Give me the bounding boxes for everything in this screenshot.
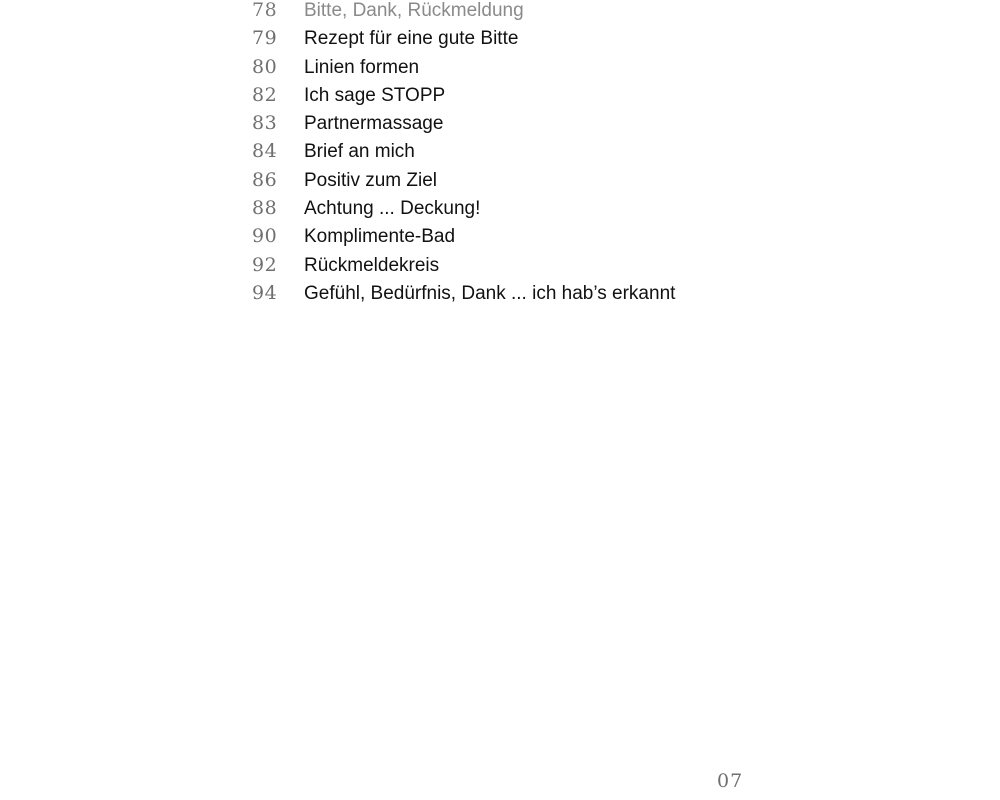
toc-entry-title: Rückmeldekreis [304, 254, 440, 276]
toc-entry-title: Gefühl, Bedürfnis, Dank ... ich hab’s erkannt [304, 282, 676, 304]
toc-page-number: 78 [252, 0, 278, 21]
toc-entry [252, 194, 675, 222]
toc-entry [252, 137, 675, 165]
toc-entry-title: Rezept für eine gute Bitte [304, 28, 519, 50]
toc-page-number: 86 [252, 168, 278, 191]
toc-page-number: 94 [252, 281, 278, 304]
toc-entry [252, 81, 675, 109]
toc-entry-title: Linien formen [304, 56, 420, 78]
toc-entry-title: Bitte, Dank, Rückmeldung [304, 0, 524, 21]
toc-entry-title: Komplimente-Bad [304, 226, 456, 248]
toc-entry [252, 24, 675, 52]
toc-page-number: 92 [252, 253, 278, 276]
toc-entry [252, 251, 675, 279]
toc-entry-title: Positiv zum Ziel [304, 169, 438, 191]
toc-page-number: 84 [252, 140, 278, 163]
page-folio-number: 07 [717, 770, 744, 792]
toc-page-number: 82 [252, 83, 278, 106]
toc-page-number: 83 [252, 112, 278, 135]
toc-page-number: 80 [252, 55, 278, 78]
toc-entry [252, 166, 675, 194]
toc-section-heading [252, 0, 675, 24]
toc-entry-title: Ich sage STOPP [304, 84, 446, 106]
toc-page-number: 88 [252, 197, 278, 220]
toc-entry [252, 222, 675, 250]
toc-entry [252, 53, 675, 81]
toc-entry-title: Achtung ... Deckung! [304, 198, 481, 220]
toc-entry-title: Partnermassage [304, 113, 444, 135]
toc-entry [252, 109, 675, 137]
toc-page-number: 79 [252, 27, 278, 50]
toc-entry [252, 279, 675, 307]
toc-entry-title: Brief an mich [304, 141, 415, 163]
table-of-contents [252, 0, 675, 307]
toc-page-number: 90 [252, 225, 278, 248]
